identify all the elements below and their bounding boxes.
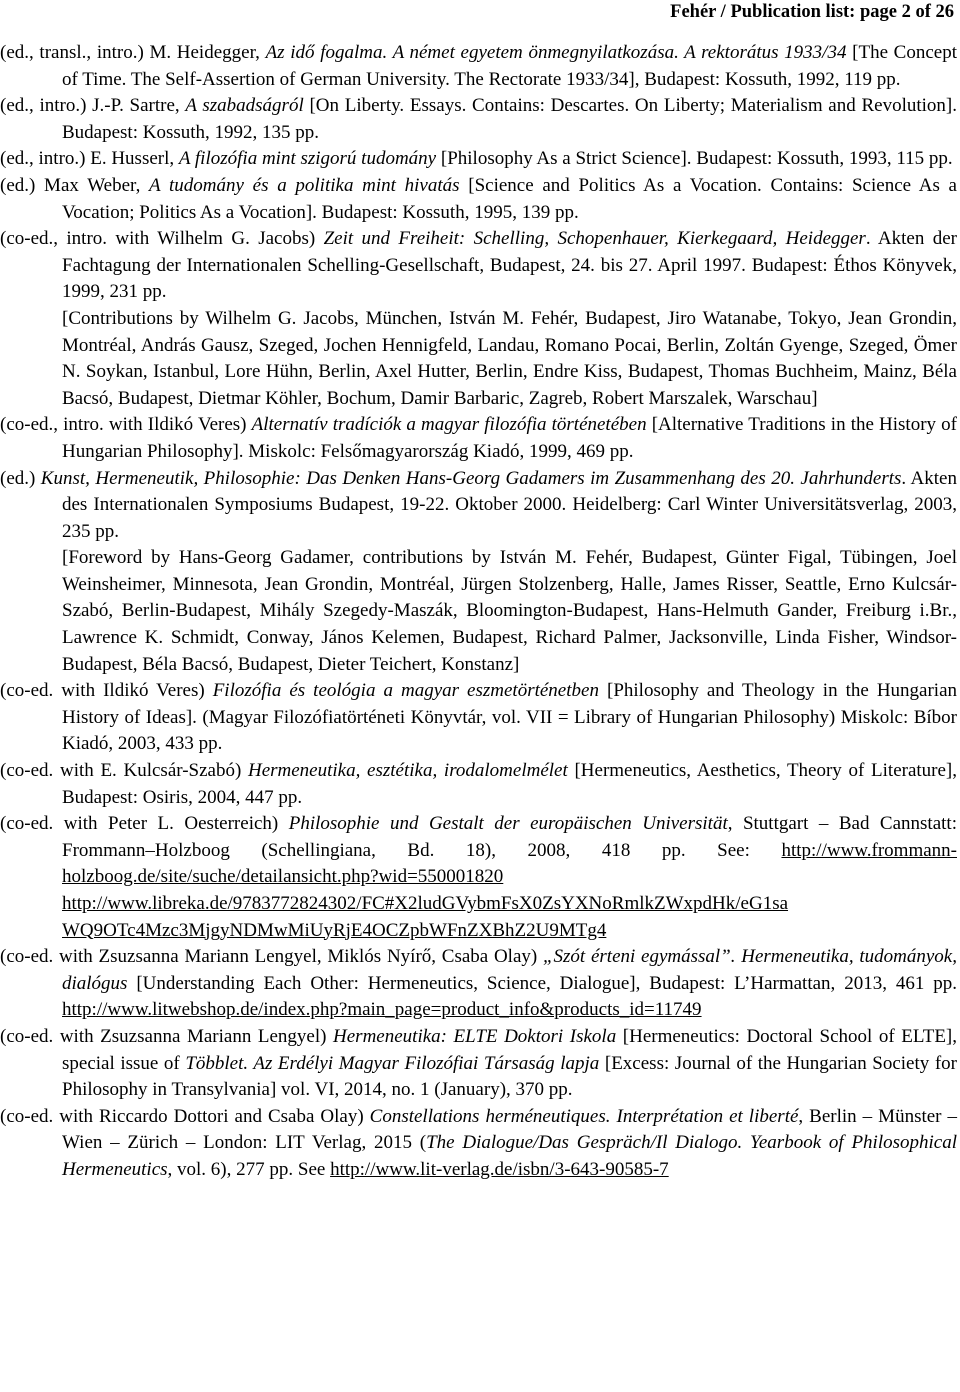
contributors-note: [Foreword by Hans-Georg Gadamer, contributions by István M. Fehér, Budapest, Günter Figal, Tübingen, Joel Weinsheimer, Minnesota, Jean Grondin, Montréal, Jürgen Stolzenberg, Halle, James Risser, Seattle, Erno Kulcsár-Szabó, Berlin-Budapest, Mihály Szegedy-Maszák, Bloomington-Budapest, Hans-Helmuth Gander, Freiburg i.Br., Lawrence K. Schmidt, Conway, János Kelemen, Budapest, Richard Palmer, Jacksonville, Linda Fisher, Windsor-Budapest, Béla Bacsó, Budapest, Dieter Teichert, Konstanz]	[62, 547, 957, 675]
lit-verlag-link[interactable]: http://www.lit-verlag.de/isbn/3-643-90585-7	[330, 1158, 669, 1180]
publication-entry: (co-ed. with Zsuzsanna Mariann Lengyel) Hermeneutika: ELTE Doktori Iskola [Hermeneutics: Doctoral School of ELTE], special issue of Többlet. Az Erdélyi Magyar Filozófiai Társaság lapja [Excess: Journal of the Hungarian Society for Philosophy in Transylvania] vol. VI, 2014, no. 1 (January), 370 pp.	[0, 1025, 957, 1101]
publication-entry: (co-ed. with Ildikó Veres) Filozófia és teológia a magyar eszmetörténetben [Philosophy and Theology in the Hungarian History of Ideas]. (Magyar Filozófiatörténeti Könyvtár, vol. VII = Library of Hungarian Philosophy) Miskolc: Bíbor Kiadó, 2003, 433 pp.	[0, 680, 958, 755]
publication-entry: (co-ed., intro. with Ildikó Veres) Alternatív tradíciók a magyar filozófia történetében [Alternative Traditions in the History of Hungarian Philosophy]. Miskolc: Felsőmagyarország Kiadó, 1999, 469 pp.	[0, 414, 957, 462]
publication-entry: (ed., transl., intro.) M. Heidegger, Az idő fogalma. A német egyetem önmegnyilatkozása. A rektorátus 1933/34 [The Concept of Time. The Self-Assertion of German University. The Rectorate 1933/34], Budapest: Kossuth, 1992, 119 pp.	[0, 42, 958, 90]
libreka-link[interactable]: http://www.libreka.de/9783772824302/FC#X2ludGVybmFsX0ZsYXNoRmlkZWxpdHk/eG1sa WQ9OTc4Mzc3MjgyNDMwMiUyRjE4OCZpbWFnZXBhZ2U9MTg4	[62, 893, 789, 941]
litwebshop-link[interactable]: http://www.litwebshop.de/index.php?main_page=product_info&products_id=11749	[62, 999, 702, 1021]
publication-entry: (ed., intro.) J.-P. Sartre, A szabadságról [On Liberty. Essays. Contains: Descartes. On Liberty; Materialism and Revolution]. Budapest: Kossuth, 1992, 135 pp.	[0, 95, 957, 143]
publication-entry: (ed.) Max Weber, A tudomány és a politika mint hivatás [Science and Politics As a Vocation. Contains: Science As a Vocation; Politics As a Vocation]. Budapest: Kossuth, 1995, 139 pp.	[0, 174, 957, 223]
publication-entry: (co-ed. with Peter L. Oesterreich) Philosophie und Gestalt der europäischen Universität, Stuttgart – Bad Cannstatt: Frommann–Holzboog (Schellingiana, Bd. 18), 2008, 418 pp. See: http://www.frommann-holzboog.de/site/suche/detailansicht.php?wid=550001820 http://www.libreka.de/9783772824302/FC#X2ludGVybmFsX0ZsYXNoRmlkZWxpdHk/eG1sa WQ9OTc4Mzc3MjgyNDMwMiUyRjE4OCZpbWFnZXBhZ2U9MTg4	[0, 813, 957, 941]
page-header: Fehér / Publication list: page 2 of 26	[670, 2, 954, 22]
publication-list	[0, 40, 957, 1184]
publication-entry: (ed.) Kunst, Hermeneutik, Philosophie: Das Denken Hans-Georg Gadamers im Zusammenhang des 20. Jahrhunderts. Akten des Internationalen Symposiums Budapest, 19-22. Oktober 2000. Heidelberg: Carl Winter Universitätsverlag, 2003, 235 pp.	[0, 467, 957, 542]
publication-entry: (co-ed. with E. Kulcsár-Szabó) Hermeneutika, esztétika, irodalomelmélet [Hermeneutics, Aesthetics, Theory of Literature], Budapest: Osiris, 2004, 447 pp.	[0, 760, 958, 808]
publication-entry: (co-ed. with Zsuzsanna Mariann Lengyel, Miklós Nyírő, Csaba Olay) „Szót érteni egymással”. Hermeneutika, tudományok, dialógus [Understanding Each Other: Hermeneutics, Science, Dialogue], Budapest: L’Harmattan, 2013, 461 pp. http://www.litwebshop.de/index.php?main_page=product_info&products_id=11749	[0, 946, 957, 1021]
contributors-note: [Contributions by Wilhelm G. Jacobs, München, István M. Fehér, Budapest, Jiro Watanabe, Tokyo, Jean Grondin, Montréal, András Gausz, Szeged, Jochen Hennigfeld, Landau, Romano Pocai, Berlin, Zoltán Gyenge, Szeged, Ömer N. Soykan, Istanbul, Lore Hühn, Berlin, Axel Hutter, Berlin, Endre Kiss, Budapest, Thomas Buchheim, Mainz, Béla Bacsó, Budapest, Dietmar Köhler, Bochum, Damir Barbaric, Zagreb, Robert Marszalek, Warschau]	[62, 307, 957, 409]
publication-entry: (co-ed. with Riccardo Dottori and Csaba Olay) Constellations herméneutiques. Interprétation et liberté, Berlin – Münster – Wien – Zürich – London: LIT Verlag, 2015 (The Dialogue/Das Gespräch/Il Dialogo. Yearbook of Philosophical Hermeneutics, vol. 6), 277 pp. See http://www.lit-verlag.de/isbn/3-643-90585-7	[0, 1105, 957, 1180]
publication-entry: (co-ed., intro. with Wilhelm G. Jacobs) Zeit und Freiheit: Schelling, Schopenhauer, Kierkegaard, Heidegger. Akten der Fachtagung der Internationalen Schelling-Gesellschaft, Budapest, 24. bis 27. April 1997. Budapest: Éthos Könyvek, 1999, 231 pp.	[0, 228, 958, 303]
publisher-link[interactable]: http://www.frommann-holzboog.de/site/suche/detailansicht.php?wid=550001820	[62, 839, 957, 888]
publication-entry: (ed., intro.) E. Husserl, A filozófia mint szigorú tudomány [Philosophy As a Strict Science]. Budapest: Kossuth, 1993, 115 pp.	[0, 148, 953, 170]
